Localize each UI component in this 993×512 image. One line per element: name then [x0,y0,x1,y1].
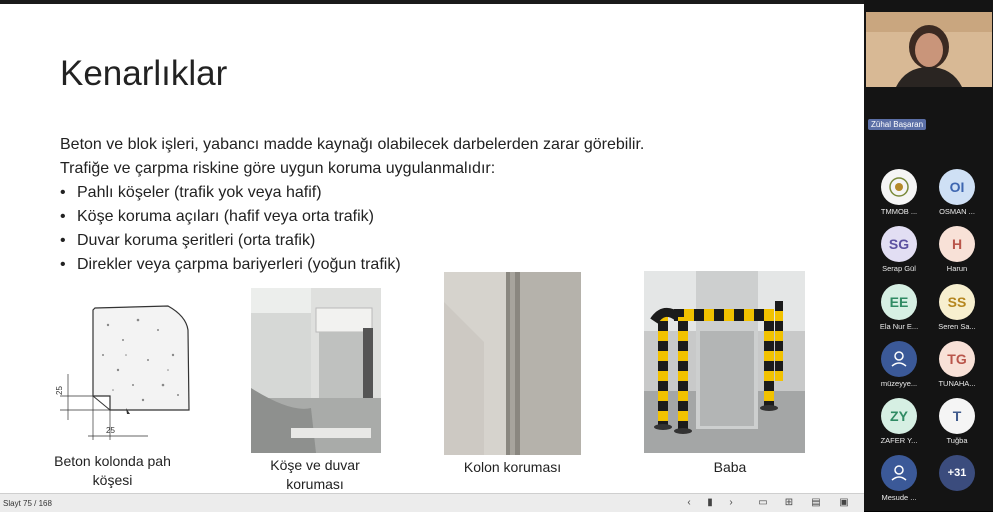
caption-drawing-line-2: köşesi [92,472,133,488]
bullet-item [60,205,644,229]
bullet-text: Direkler veya çarpma bariyerleri (yoğun trafik) [77,256,401,273]
participant-tile[interactable] [927,169,987,219]
bullet-glyph: • [60,256,66,273]
participant-tile[interactable] [869,284,929,334]
participant-avatar: SG [881,226,917,262]
intro-line-2: Trafiğe ve çarpma riskine göre uygun koruma uygulanmalıdır: [60,160,496,177]
logo-emblem-icon [881,169,917,205]
participant-avatar: T [939,398,975,434]
slide-body [60,133,644,277]
chamfer-drawing [48,300,198,450]
corner-wall-protection-photo [251,288,381,453]
participant-tile[interactable] [927,341,987,391]
participant-tile[interactable] [869,226,929,276]
caption-photo2 [240,456,390,493]
participant-name: OSMAN ... [939,207,975,216]
caption-photo3: Kolon koruması [463,459,562,475]
slide-title: Kenarlıklar [60,54,228,93]
participant-name: müzeyye... [880,379,918,388]
participant-name: Ela Nur E... [879,322,919,331]
chevron-right-icon[interactable]: › [729,497,733,508]
participant-name: ZAFER Y... [880,436,918,445]
column-protection-photo [444,272,581,455]
normal-view-icon[interactable]: ▭ [758,497,768,508]
bollard-barrier-photo [644,271,805,453]
participant-tile[interactable] [869,341,929,391]
bullet-glyph: • [60,232,66,249]
presentation-status-bar [0,493,864,512]
grid-view-icon[interactable]: ⊞ [784,497,794,508]
participant-name: TMMOB ... [880,207,918,216]
bullet-glyph: • [60,208,66,225]
participant-avatar: ZY [881,398,917,434]
speaker-video[interactable] [866,12,992,87]
bullet-list [60,181,644,277]
slide-counter: Slayt 75 / 168 [3,499,52,508]
participant-avatar: EE [881,284,917,320]
participant-tile[interactable] [927,284,987,334]
presenter-view-icon[interactable]: ▣ [839,497,849,508]
caption-photo2-line-1: Köşe ve duvar [270,457,360,473]
participant-tile[interactable] [869,455,929,505]
participant-name: Harun [946,264,968,273]
participant-tile[interactable] [927,226,987,276]
intro-line-1: Beton ve blok işleri, yabancı madde kaynağı olabilecek darbelerden zarar görebilir. [60,136,645,153]
participant-name: Seren Sa... [938,322,976,331]
participant-tile[interactable] [869,398,929,448]
participant-avatar: TG [939,341,975,377]
bullet-text: Pahlı köşeler (trafik yok veya hafif) [77,184,322,201]
person-icon [881,455,917,491]
participant-tile[interactable] [927,398,987,448]
caption-photo2-line-2: koruması [286,476,344,492]
slide-top-border [0,0,864,4]
caption-drawing [40,452,185,490]
caption-drawing-line-1: Beton kolonda pah [54,453,171,469]
participant-avatar: SS [939,284,975,320]
bullet-item [60,229,644,253]
bullet-text: Köşe koruma açıları (hafif veya orta trafik) [77,208,374,225]
participant-tile[interactable] [869,169,929,219]
participant-name: Tuğba [946,436,968,445]
caption-photo4: Baba [713,459,747,475]
bullet-text: Duvar koruma şeritleri (orta trafik) [77,232,316,249]
more-participants-button[interactable]: +31 [939,455,975,491]
chevron-left-icon[interactable]: ‹ [687,497,691,508]
speaker-name-tag: Zühal Başaran [868,119,926,130]
person-icon [881,341,917,377]
participant-avatar: H [939,226,975,262]
participant-name: Mesude ... [881,493,917,502]
speaker-portrait [866,12,992,87]
bullet-glyph: • [60,184,66,201]
dim-label-vertical: 25 [55,386,64,395]
bullet-item [60,181,644,205]
slide-sorter-icon[interactable]: ▮ [707,497,713,508]
reading-view-icon[interactable]: ▤ [811,497,821,508]
participant-name: Serap Gül [882,264,916,273]
participant-name: TUNAHA... [938,379,976,388]
participant-avatar: OI [939,169,975,205]
dim-label-horizontal: 25 [106,426,115,435]
more-participants-tile[interactable] [927,455,987,505]
